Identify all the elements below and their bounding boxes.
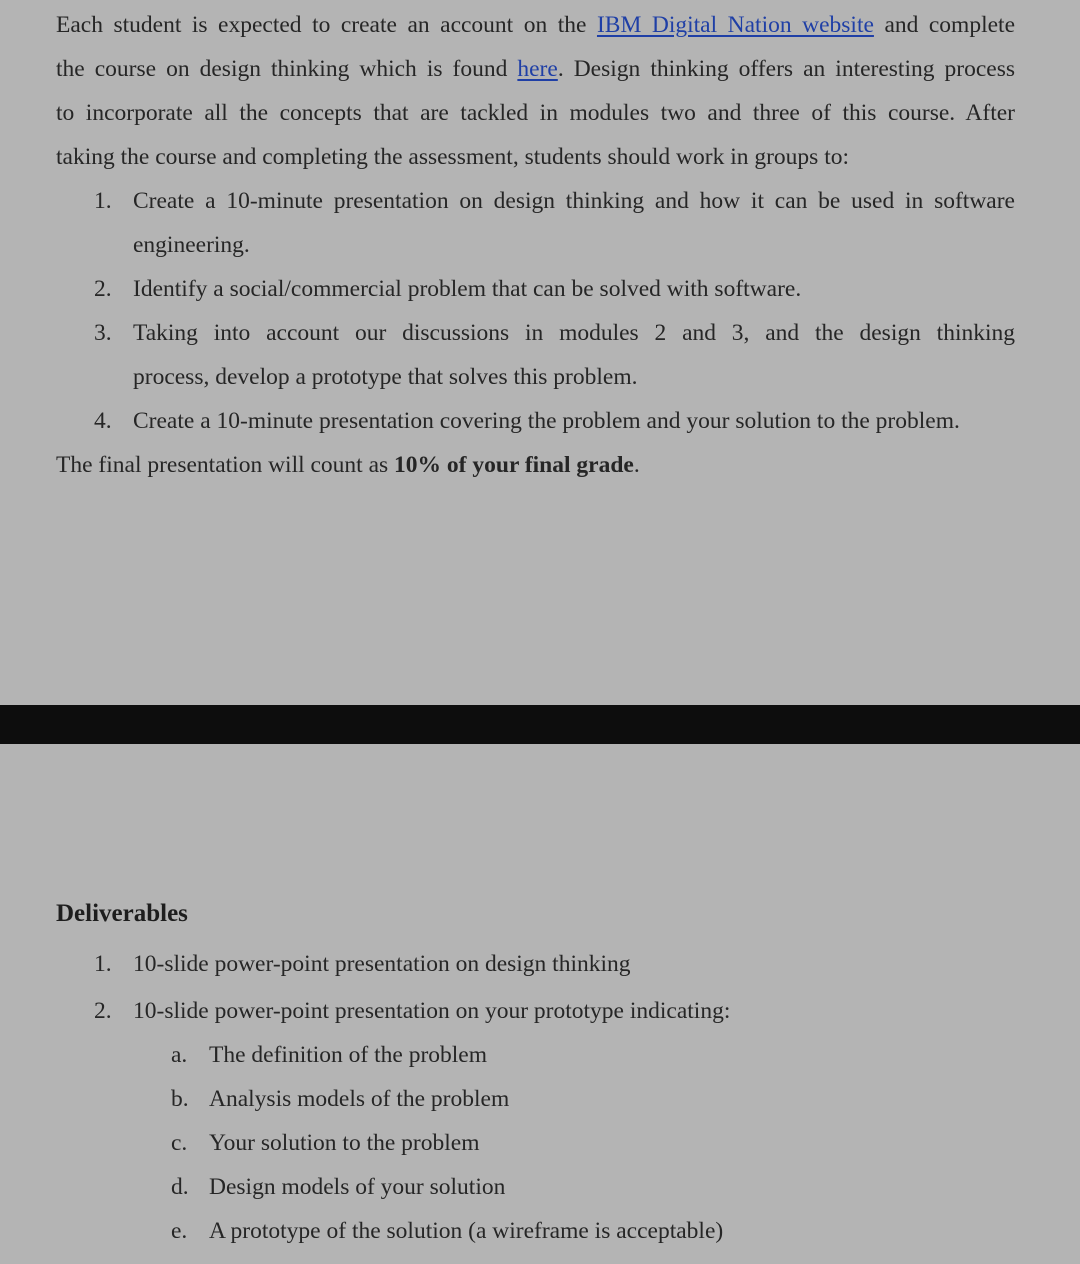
task-4-text: Create a 10-minute presentation covering the problem and your solution to the problem. — [133, 408, 960, 434]
task-3-text-cont: process, develop a prototype that solves this problem. — [133, 364, 638, 390]
deliverable-2-text: 10-slide power-point presentation on your prototype indicating: — [133, 998, 731, 1024]
subitem-b-letter: b. — [171, 1086, 189, 1112]
task-1-text: Create a 10-minute presentation on design thinking and how it can be used in software — [133, 188, 1015, 214]
subitem-d-text: Design models of your solution — [209, 1174, 506, 1200]
subitem-a-letter: a. — [171, 1042, 188, 1068]
intro-line-1 — [56, 9, 1015, 41]
subitem-d-letter: d. — [171, 1174, 189, 1200]
intro-line-3: to incorporate all the concepts that are tackled in modules two and three of this course. After — [56, 100, 1015, 126]
final-grade-weight: 10% of your final grade — [394, 452, 634, 478]
intro-line-4: taking the course and completing the assessment, students should work in groups to: — [56, 144, 850, 170]
page-break-band — [0, 705, 1080, 744]
intro-line-2-text-a: the course on design thinking which is found — [56, 56, 508, 82]
task-1-number: 1. — [94, 188, 112, 214]
subitem-b-text: Analysis models of the problem — [209, 1086, 510, 1112]
task-2-text: Identify a social/commercial problem that can be solved with software. — [133, 276, 802, 302]
subitem-e-text: A prototype of the solution (a wireframe is acceptable) — [209, 1218, 724, 1244]
deliverables-heading: Deliverables — [56, 900, 188, 927]
deliverable-1-text: 10-slide power-point presentation on design thinking — [133, 951, 631, 977]
course-here-link[interactable]: here — [517, 56, 558, 82]
final-grade-note-prefix: The final presentation will count as — [56, 452, 389, 478]
intro-line-2 — [56, 53, 1015, 85]
task-4-number: 4. — [94, 408, 112, 434]
task-3-number: 3. — [94, 320, 112, 346]
subitem-e-letter: e. — [171, 1218, 188, 1244]
ibm-digital-nation-link[interactable]: IBM Digital Nation website — [596, 12, 874, 38]
intro-line-1-text-a: Each student is expected to create an account on the — [56, 12, 587, 38]
subitem-c-text: Your solution to the problem — [209, 1130, 480, 1156]
task-2-number: 2. — [94, 276, 112, 302]
subitem-c-letter: c. — [171, 1130, 188, 1156]
deliverable-1-number: 1. — [94, 951, 112, 977]
final-grade-note-suffix: . — [633, 452, 640, 478]
intro-line-1-text-b: and complete — [884, 12, 1016, 38]
subitem-a-text: The definition of the problem — [209, 1042, 488, 1068]
intro-line-2-text-b: . Design thinking offers an interesting process — [557, 56, 1015, 82]
final-grade-note — [56, 449, 640, 481]
deliverable-2-number: 2. — [94, 998, 112, 1024]
task-3-text: Taking into account our discussions in modules 2 and 3, and the design thinking — [133, 320, 1015, 346]
task-1-text-cont: engineering. — [133, 232, 250, 258]
